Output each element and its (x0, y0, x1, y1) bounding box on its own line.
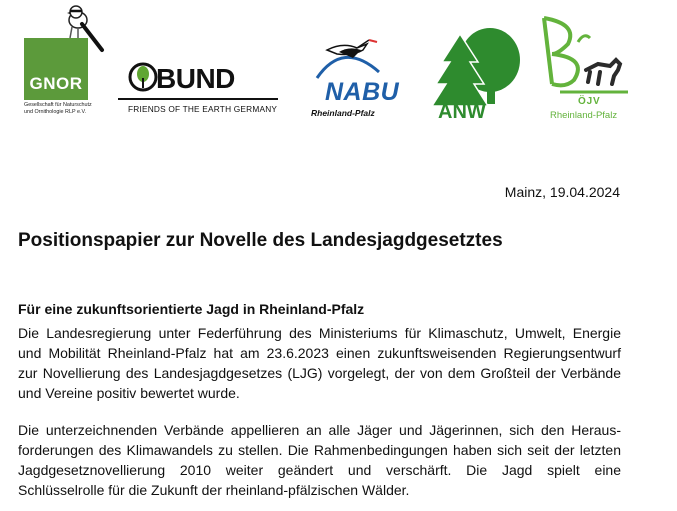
gnor-name: GNOR (29, 74, 83, 93)
paragraph-2 (18, 420, 621, 500)
gnor-logo (22, 0, 112, 125)
gnor-badge (24, 38, 88, 100)
stork-icon (313, 34, 383, 82)
paragraph-1-line: und Vereine positiv bewertet wurde. (18, 385, 240, 401)
ojv-subtitle: Rheinland-Pfalz (550, 110, 618, 121)
paragraph-2-line: forderungen des Klimawandels zu stellen. Die Rahmenbedingungen haben sich seit der letzten (18, 442, 621, 458)
document-title: Positionspapier zur Novelle des Landesjagdgesetztes (18, 230, 503, 251)
gnor-subtitle-line2: und Ornithologie RLP e.V. (24, 109, 87, 115)
paragraph-1-line: und Mobilität Rheinland-Pfalz hat am 23.6.2023 einen zukunftsweisenden Regierungsentwurf (18, 345, 621, 361)
paragraph-1 (18, 323, 621, 403)
ojv-name: ÖJV (578, 96, 601, 107)
paragraph-1-line: zur Novellierung des Landesjagdgesetzes (LJG) vorgelegt, der von dem Großteil der Verbände (18, 365, 621, 381)
document-date: Mainz, 19.04.2024 (504, 184, 620, 200)
nabu-subtitle: Rheinland-Pfalz (311, 108, 375, 118)
bund-logo (118, 58, 288, 120)
bund-subtitle: FRIENDS OF THE EARTH GERMANY (128, 104, 278, 114)
gnor-subtitle-line1: Gesellschaft für Naturschutz (24, 102, 92, 108)
ojv-logo (538, 14, 638, 129)
nabu-name: NABU (325, 78, 400, 106)
logo-bar (0, 0, 677, 140)
bund-name: BUND (156, 63, 235, 94)
paragraph-2-line: Die unterzeichnenden Verbände appellieren an alle Jäger und Jägerinnen, sich den Heraus- (18, 422, 621, 438)
bund-emblem-icon (128, 62, 158, 92)
anw-tree-icon (432, 22, 527, 122)
document-subtitle: Für eine zukunftsorientierte Jagd in Rheinland-Pfalz (18, 301, 365, 317)
gnor-subtitle (24, 102, 116, 116)
bund-rule (118, 98, 278, 100)
anw-name: ANW (438, 101, 486, 122)
nabu-logo (305, 34, 420, 124)
paragraph-1-line: Die Landesregierung unter Federführung des Ministeriums für Klimaschutz, Umwelt, Energie (18, 325, 621, 341)
paragraph-2-line: Schlüsselrolle für die Zukunft der rheinland-pfälzischen Wälder. (18, 482, 410, 498)
paragraph-2-line: Jagdgesetznovellierung 2010 weiter geändert und verschärft. Die Jagd spielt eine (18, 462, 621, 478)
anw-logo (432, 22, 527, 122)
ojv-emblem-icon (538, 14, 638, 99)
